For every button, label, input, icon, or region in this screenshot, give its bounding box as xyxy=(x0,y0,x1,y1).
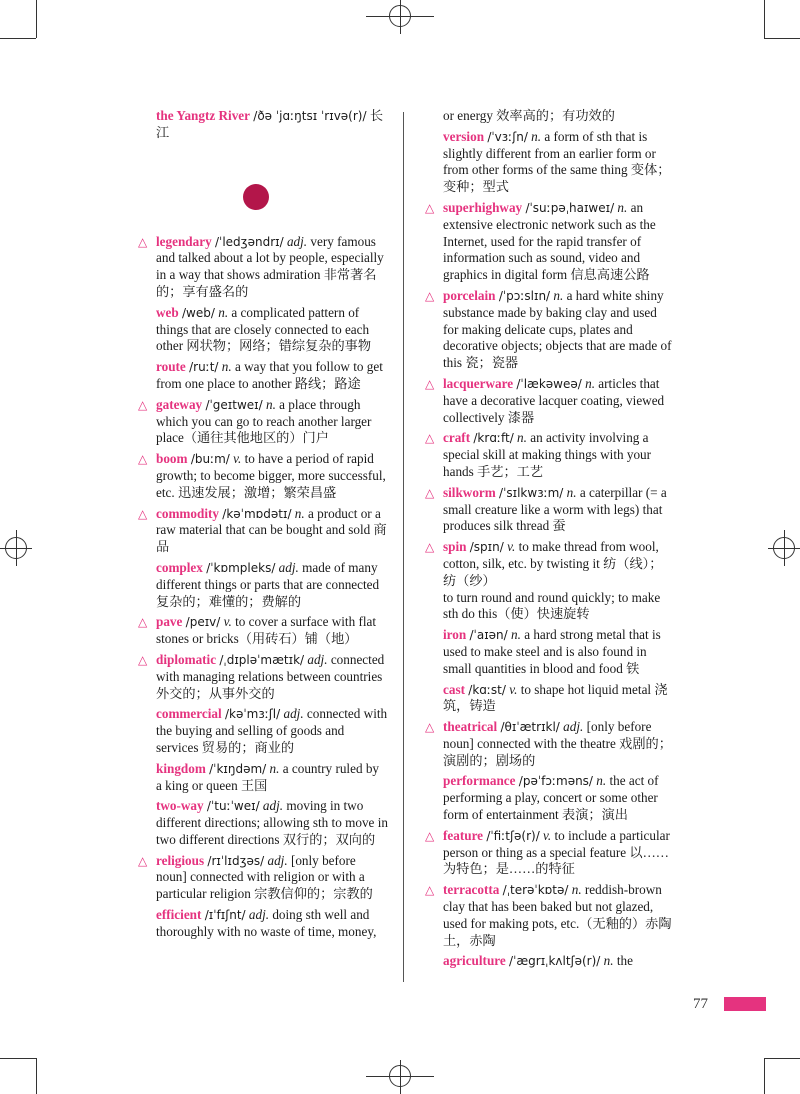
glossary-entry xyxy=(138,798,388,848)
glossary-entry xyxy=(425,773,675,823)
glossary-entry xyxy=(138,560,388,610)
phonetic: /ˈfiːtʃə(r)/ xyxy=(486,828,540,843)
new-word-marker-icon: △ xyxy=(138,234,148,249)
part-of-speech: n. xyxy=(265,396,276,412)
phonetic: /web/ xyxy=(182,305,215,320)
glossary-entry xyxy=(138,761,388,795)
headword: legendary xyxy=(156,233,212,249)
phonetic: /ˈtuːˈweɪ/ xyxy=(206,799,260,814)
part-of-speech: n. xyxy=(571,882,582,898)
new-word-marker-icon: △ xyxy=(425,376,435,391)
phonetic: /krɑːft/ xyxy=(473,431,514,446)
definition: the act of performing a play, concert or some other form of entertainment 表演；演出 xyxy=(443,773,659,823)
part-of-speech: adj. xyxy=(286,233,308,249)
part-of-speech: n. xyxy=(617,199,628,215)
new-word-marker-icon: △ xyxy=(425,828,435,843)
part-of-speech: adj. xyxy=(278,559,299,575)
headword: web xyxy=(156,304,179,320)
definition: a hard strong metal that is used to make steel and is also found in small quantities in blood and food 铁 xyxy=(443,627,661,676)
part-of-speech: v. xyxy=(507,539,516,555)
phonetic: /pəˈfɔːməns/ xyxy=(518,774,593,789)
headword: feature xyxy=(443,827,484,843)
phonetic: /spɪn/ xyxy=(469,540,504,555)
definition: [only before noun] connected with the theatre 戏剧的；演剧的；剧场的 xyxy=(443,719,672,768)
phonetic: /ˈlækəweə/ xyxy=(516,376,582,391)
glossary-entry xyxy=(138,397,388,447)
headword: pave xyxy=(156,614,183,630)
phonetic: /rɪˈlɪdʒəs/ xyxy=(207,853,265,868)
page-number: 77 xyxy=(693,996,708,1012)
crop-mark-top-right-v xyxy=(764,0,765,38)
headword: lacquerware xyxy=(443,375,514,391)
part-of-speech: n. xyxy=(221,359,232,375)
headword: the Yangtz River xyxy=(156,108,250,123)
glossary-entry xyxy=(425,719,675,769)
phonetic: /kəˈmɜːʃl/ xyxy=(224,707,281,722)
glossary-entry xyxy=(425,682,675,716)
glossary-entry xyxy=(138,451,388,501)
headword: two-way xyxy=(156,798,204,814)
part-of-speech: adj. xyxy=(563,719,584,735)
phonetic: /kɑːst/ xyxy=(468,682,506,697)
glossary-entry xyxy=(425,200,675,284)
headword: agriculture xyxy=(443,953,506,969)
definition: [only before noun] connected with religion or with a particular religion 宗教信仰的；宗教的 xyxy=(156,852,373,902)
glossary-right-column xyxy=(425,108,675,974)
definition: a place through which you can go to reach another larger place（通往其他地区的）门户 xyxy=(156,396,372,446)
definition: the xyxy=(616,953,633,969)
glossary-entry xyxy=(425,627,675,677)
phonetic: /buːm/ xyxy=(190,452,230,467)
glossary-entry xyxy=(138,108,388,142)
definition: very famous and talked about a lot by people, especially in a way that shows admiration 非常著名的；享有盛名的 xyxy=(156,233,384,299)
headword: cast xyxy=(443,681,465,697)
glossary-entry xyxy=(138,907,388,941)
glossary-entry xyxy=(425,129,675,196)
headword: superhighway xyxy=(443,199,523,215)
definition: 长江 xyxy=(156,108,384,140)
definition: made of many different things or parts that are connected 复杂的；难懂的；费解的 xyxy=(156,559,380,609)
registration-left-circle xyxy=(5,537,27,559)
phonetic: /ˈledʒəndrɪ/ xyxy=(214,234,284,249)
section-dot-icon xyxy=(243,184,269,210)
part-of-speech: n. xyxy=(531,128,542,144)
new-word-marker-icon: △ xyxy=(425,288,435,303)
new-word-marker-icon: △ xyxy=(138,397,148,412)
glossary-entry xyxy=(138,234,388,301)
glossary-entry xyxy=(138,305,388,355)
glossary-entry xyxy=(425,288,675,372)
headword: gateway xyxy=(156,396,203,412)
crop-mark-bottom-left-v xyxy=(36,1058,37,1094)
part-of-speech: v. xyxy=(223,614,232,630)
part-of-speech: n. xyxy=(553,287,564,303)
phonetic: /ˈsuːpəˌhaɪweɪ/ xyxy=(525,200,615,215)
definition: a caterpillar (= a small creature like a worm with legs) that produces silk thread 蚕 xyxy=(443,484,667,534)
crop-mark-bottom-right-v xyxy=(764,1058,765,1094)
new-word-marker-icon: △ xyxy=(425,540,435,555)
phonetic: /ˈgeɪtweɪ/ xyxy=(205,397,263,412)
glossary-entry xyxy=(138,359,388,393)
headword: commodity xyxy=(156,505,219,521)
definition: connected with the buying and selling of goods and services 贸易的；商业的 xyxy=(156,706,388,755)
part-of-speech: v. xyxy=(509,681,518,697)
glossary-entry xyxy=(425,953,675,970)
headword: silkworm xyxy=(443,484,496,500)
definition: or energy 效率高的；有功效的 xyxy=(443,108,615,123)
column-divider xyxy=(403,112,404,982)
part-of-speech: n. xyxy=(603,953,614,969)
new-word-marker-icon: △ xyxy=(425,431,435,446)
phonetic: /ˌdɪpləˈmætɪk/ xyxy=(219,652,305,667)
glossary-entry xyxy=(425,430,675,480)
headword: terracotta xyxy=(443,882,500,898)
new-word-marker-icon: △ xyxy=(138,506,148,521)
phonetic: /ˈpɔːslɪn/ xyxy=(498,288,551,303)
phonetic: /ˈkɪŋdəm/ xyxy=(209,761,267,776)
part-of-speech: v. xyxy=(233,451,242,467)
part-of-speech: adj. xyxy=(262,798,284,814)
glossary-entry xyxy=(138,506,388,556)
phonetic: /ˈvɜːʃn/ xyxy=(487,129,528,144)
part-of-speech: n. xyxy=(218,304,229,320)
headword: performance xyxy=(443,773,516,789)
part-of-speech: adj. xyxy=(307,651,328,667)
glossary-entry xyxy=(425,485,675,535)
new-word-marker-icon: △ xyxy=(425,883,435,898)
registration-right-circle xyxy=(773,537,795,559)
headword: craft xyxy=(443,430,471,446)
part-of-speech: n. xyxy=(566,484,577,500)
phonetic: /θɪˈætrɪkl/ xyxy=(500,720,560,735)
definition: to include a particular person or thing as a special feature 以……为特色；是……的特征 xyxy=(443,827,670,877)
definition: articles that have a decorative lacquer coating, viewed collectively 漆器 xyxy=(443,375,665,425)
definition: connected with managing relations between countries 外交的；从事外交的 xyxy=(156,651,385,701)
part-of-speech: n. xyxy=(517,430,527,446)
glossary-entry xyxy=(138,652,388,702)
headword: boom xyxy=(156,451,188,467)
glossary-entry xyxy=(138,706,388,756)
new-word-marker-icon: △ xyxy=(425,720,435,735)
new-word-marker-icon: △ xyxy=(138,853,148,868)
glossary-entry xyxy=(425,828,675,878)
definition: a product or a raw material that can be bought and sold 商品 xyxy=(156,505,387,555)
phonetic: /ðə ˈjɑːŋtsɪ ˈrɪvə(r)/ xyxy=(253,109,367,123)
definition: to cover a surface with flat stones or bricks（用砖石）铺（地） xyxy=(156,614,377,647)
part-of-speech: adj. xyxy=(248,907,270,923)
definition: a country ruled by a king or queen 王国 xyxy=(156,760,380,793)
phonetic: /ɪˈfɪʃnt/ xyxy=(204,908,246,923)
definition: to make thread from wool, cotton, silk, etc. by twisting it 纺（线）；纺（纱） xyxy=(443,539,663,588)
new-word-marker-icon: △ xyxy=(425,485,435,500)
new-word-marker-icon: △ xyxy=(425,200,435,215)
part-of-speech: n. xyxy=(596,773,607,789)
definition: an extensive electronic network such as the Internet, used for the rapid transfer of information such as sound, video and graphics in digital form 信息高速公路 xyxy=(443,199,656,283)
definition: a complicated pattern of things that are closely connected to each other 网状物；网络；错综复杂的事物 xyxy=(156,304,372,354)
glossary-entry-continued xyxy=(425,108,675,125)
definition: doing sth well and thoroughly with no waste of time, money, xyxy=(156,907,377,939)
phonetic: /ruːt/ xyxy=(189,360,219,375)
glossary-left-column xyxy=(138,108,388,945)
headword: efficient xyxy=(156,907,202,923)
new-word-marker-icon: △ xyxy=(138,615,148,630)
definition: an activity involving a special skill at making things with your hands 手艺；工艺 xyxy=(443,430,652,479)
part-of-speech: n. xyxy=(585,375,595,391)
definition-second-sense: to turn round and round quickly; to make sth do this（使）快速旋转 xyxy=(443,589,661,622)
glossary-entry xyxy=(425,376,675,426)
crop-mark-bottom-left-h xyxy=(0,1058,36,1059)
new-word-marker-icon: △ xyxy=(138,652,148,667)
headword: complex xyxy=(156,559,203,575)
part-of-speech: n. xyxy=(269,760,280,776)
registration-bottom-circle xyxy=(389,1065,411,1087)
definition: to shape hot liquid metal 浇筑，铸造 xyxy=(443,681,668,714)
headword: spin xyxy=(443,539,467,555)
new-word-marker-icon: △ xyxy=(138,452,148,467)
definition: reddish-brown clay that has been baked but not glazed, used for making pots, etc.（无釉的）赤陶土，赤陶 xyxy=(443,882,672,948)
definition: moving in two different directions; allowing sth to move in two different directions 双行的；双向的 xyxy=(156,798,388,847)
headword: diplomatic xyxy=(156,651,217,667)
part-of-speech: adj. xyxy=(283,706,304,722)
headword: route xyxy=(156,359,186,375)
registration-top-circle xyxy=(389,5,411,27)
definition: a form of sth that is slightly different from an earlier form or from other forms of the same thing 变体；变种；型式 xyxy=(443,128,671,195)
headword: version xyxy=(443,128,485,144)
glossary-entry xyxy=(425,882,675,949)
definition: a way that you follow to get from one place to another 路线；路途 xyxy=(156,359,383,391)
page-tab-marker xyxy=(724,997,766,1011)
part-of-speech: v. xyxy=(543,827,552,843)
headword: iron xyxy=(443,627,467,643)
crop-mark-bottom-right-h xyxy=(764,1058,800,1059)
part-of-speech: n. xyxy=(294,505,305,521)
definition: a hard white shiny substance made by baking clay and used for making delicate cups, plates and decorative objects; objects that are made of this 瓷；瓷器 xyxy=(443,287,672,371)
headword: porcelain xyxy=(443,287,496,303)
crop-mark-top-left-v xyxy=(36,0,37,38)
phonetic: /ˈaɪən/ xyxy=(469,628,508,643)
phonetic: /ˈkɒmpleks/ xyxy=(206,560,276,575)
headword: commercial xyxy=(156,706,222,722)
crop-mark-top-right-h xyxy=(764,38,800,39)
phonetic: /kəˈmɒdətɪ/ xyxy=(222,506,292,521)
headword: religious xyxy=(156,852,205,868)
phonetic: /ˈægrɪˌkʌltʃə(r)/ xyxy=(509,954,601,969)
part-of-speech: n. xyxy=(511,627,521,643)
part-of-speech: adj. xyxy=(267,852,288,868)
crop-mark-top-left-h xyxy=(0,38,36,39)
glossary-entry xyxy=(138,853,388,903)
headword: kingdom xyxy=(156,760,206,776)
phonetic: /ˌterəˈkɒtə/ xyxy=(502,883,569,898)
headword: theatrical xyxy=(443,719,498,735)
definition: to have a period of rapid growth; to become bigger, more successful, etc. 迅速发展；激增；繁荣昌盛 xyxy=(156,451,386,500)
phonetic: /peɪv/ xyxy=(185,615,221,630)
glossary-entry xyxy=(138,614,388,648)
glossary-entry xyxy=(425,539,675,623)
phonetic: /ˈsɪlkwɜːm/ xyxy=(499,485,564,500)
